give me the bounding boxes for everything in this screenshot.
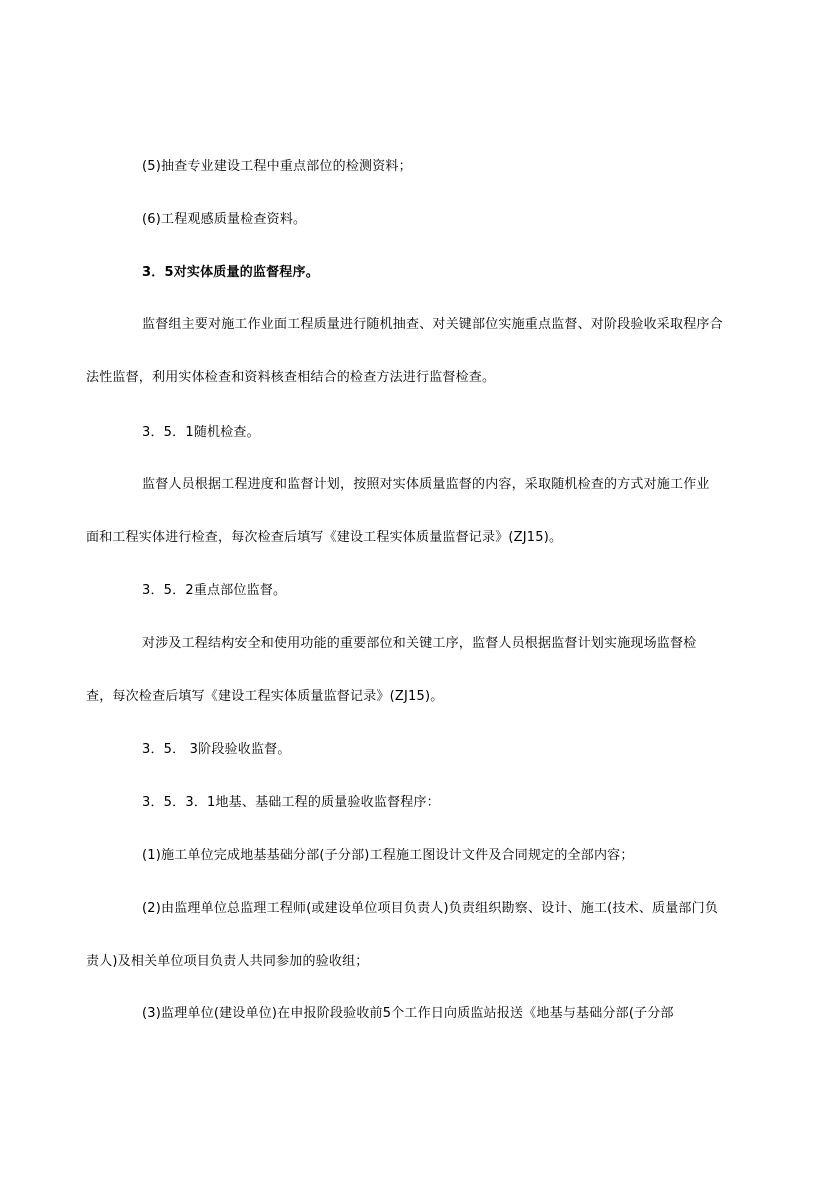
paragraph-line: (6)工程观感质量检查资料。 [142,212,307,227]
paragraph-line: 责人)及相关单位项目负责人共同参加的验收组； [86,954,369,969]
paragraph-line: 面和工程实体进行检查，每次检查后填写《建设工程实体质量监督记录》(ZJ15)。 [86,530,563,545]
subsection-heading: 3．5． 3阶段验收监督。 [142,742,291,757]
paragraph-line: 监督人员根据工程进度和监督计划，按照对实体质量监督的内容，采取随机检查的方式对施工作业 [142,477,710,492]
paragraph-line: 监督组主要对施工作业面工程质量进行随机抽查、对关键部位实施重点监督、对阶段验收采取程序合 [142,317,723,332]
paragraph-line: (3)监理单位(建设单位)在申报阶段验收前5个工作日向质监站报送《地基与基础分部(子分部 [142,1006,674,1021]
paragraph-line: 查，每次检查后填写《建设工程实体质量监督记录》(ZJ15)。 [86,689,444,704]
subsection-heading: 3．5．2重点部位监督。 [142,583,287,598]
paragraph-line: (1)施工单位完成地基基础分部(子分部)工程施工图设计文件及合同规定的全部内容； [142,848,634,863]
subsection-heading: 3．5．1随机检查。 [142,425,260,440]
paragraph-line: 对涉及工程结构安全和使用功能的重要部位和关键工序，监督人员根据监督计划实施现场监督检 [142,636,697,651]
paragraph-line: 法性监督，利用实体检查和资料核查相结合的检查方法进行监督检查。 [86,370,496,385]
subsection-heading: 3．5．3．1地基、基础工程的质量验收监督程序： [142,795,440,810]
section-heading: 3．5对实体质量的监督程序。 [142,265,319,280]
paragraph-line: (2)由监理单位总监理工程师(或建设单位项目负责人)负责组织勘察、设计、施工(技术、质量部门负 [142,901,719,916]
paragraph-line: (5)抽查专业建设工程中重点部位的检测资料； [142,159,412,174]
